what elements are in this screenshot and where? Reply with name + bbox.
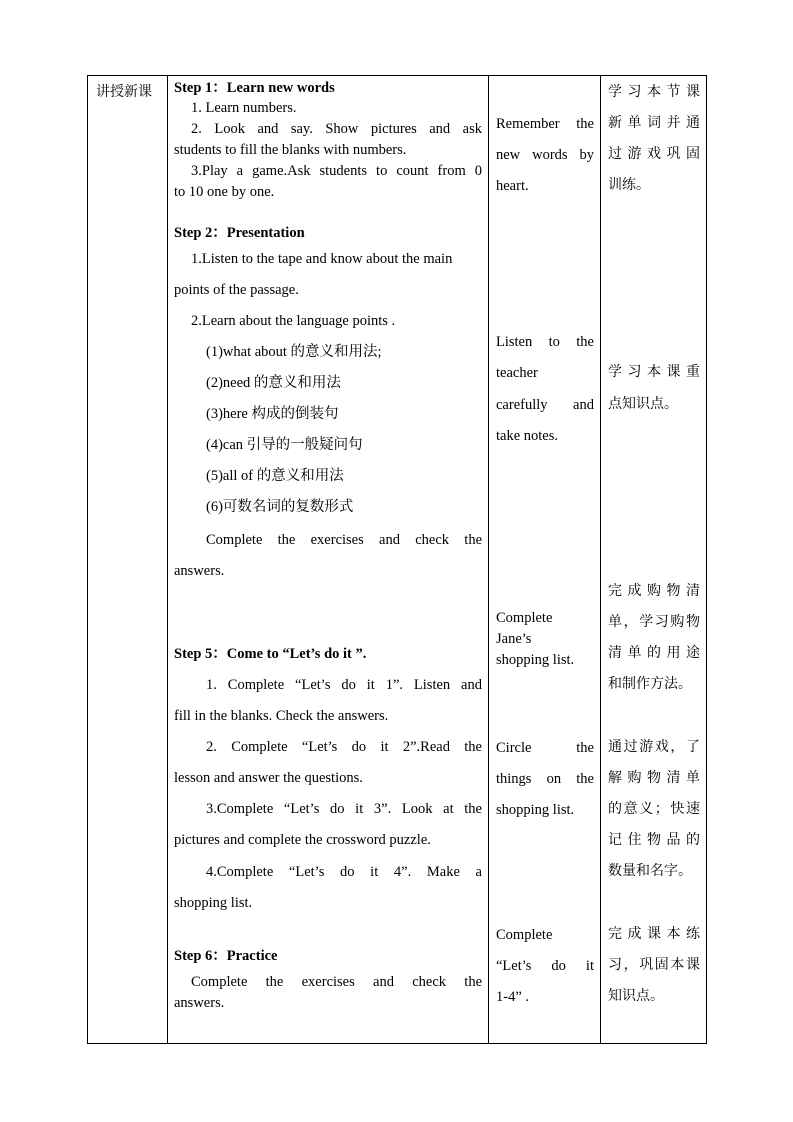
step2-line: answers.	[174, 563, 225, 579]
purpose-line: 过游戏巩固	[608, 146, 700, 162]
student-activity-line: Complete	[496, 610, 553, 626]
purpose-line: 的意义；快速	[608, 801, 700, 817]
language-point: (4)can 引导的一般疑问句	[206, 437, 363, 453]
student-activity-line: new words by	[496, 147, 594, 163]
student-activity-line: heart.	[496, 178, 529, 194]
section-label: 讲授新课	[96, 84, 152, 100]
step2-line: Complete the exercises and check the	[206, 532, 482, 548]
student-activity-line: 1-4” .	[496, 989, 530, 1005]
student-activity-line: Listen to the	[496, 334, 594, 350]
step2-line: 2.Learn about the language points .	[191, 313, 396, 329]
lesson-plan-table	[87, 75, 707, 1044]
language-point: (2)need 的意义和用法	[206, 375, 341, 391]
column-divider	[600, 76, 601, 1043]
purpose-line: 知识点。	[608, 988, 664, 1004]
step1-line: 1. Learn numbers.	[191, 100, 297, 116]
purpose-line: 新单词并通	[608, 115, 700, 131]
purpose-line: 通过游戏，了	[608, 739, 700, 755]
student-activity-line: shopping list.	[496, 802, 575, 818]
student-activity-line: “Let’s do it	[496, 958, 594, 974]
step6-line: answers.	[174, 995, 225, 1011]
step1-title: Step 1：Learn new words	[174, 80, 335, 96]
purpose-line: 点知识点。	[608, 396, 678, 412]
student-activity-line: teacher	[496, 365, 538, 381]
purpose-line: 完成课本练	[608, 926, 700, 942]
step5-line: 3.Complete “Let’s do it 3”. Look at the	[206, 801, 482, 817]
purpose-line: 学习本节课	[608, 84, 700, 100]
step2-title: Step 2：Presentation	[174, 225, 305, 241]
purpose-line: 记住物品的	[608, 832, 700, 848]
student-activity-line: shopping list.	[496, 652, 575, 668]
purpose-line: 习，巩固本课	[608, 957, 700, 973]
step5-line: 4.Complete “Let’s do it 4”. Make a	[206, 864, 482, 880]
step5-line: pictures and complete the crossword puzzle.	[174, 832, 431, 848]
student-activity-line: things on the	[496, 771, 594, 787]
step6-line: Complete the exercises and check the	[191, 974, 482, 990]
student-activity-line: Circle the	[496, 740, 594, 756]
step1-line: 2. Look and say. Show pictures and ask	[191, 121, 482, 137]
language-point: (6)可数名词的复数形式	[206, 499, 354, 515]
language-point: (3)here 构成的倒装句	[206, 406, 339, 422]
step1-line: to 10 one by one.	[174, 184, 275, 200]
purpose-line: 清单的用途	[608, 645, 700, 661]
purpose-line: 训练。	[608, 177, 650, 193]
column-divider	[167, 76, 168, 1043]
student-activity-line: Remember the	[496, 116, 594, 132]
language-point: (5)all of 的意义和用法	[206, 468, 344, 484]
step5-line: 2. Complete “Let’s do it 2”.Read the	[206, 739, 482, 755]
step5-line: shopping list.	[174, 895, 253, 911]
step1-line: 3.Play a game.Ask students to count from 0	[191, 163, 482, 179]
step5-line: 1. Complete “Let’s do it 1”. Listen and	[206, 677, 482, 693]
student-activity-line: carefully and	[496, 397, 594, 413]
purpose-line: 学习本课重	[608, 364, 700, 380]
student-activity-line: Complete	[496, 927, 553, 943]
step2-line: points of the passage.	[174, 282, 299, 298]
purpose-line: 数量和名字。	[608, 863, 692, 879]
student-activity-line: Jane’s	[496, 631, 532, 647]
step5-line: fill in the blanks. Check the answers.	[174, 708, 389, 724]
purpose-line: 和制作方法。	[608, 676, 692, 692]
purpose-line: 解购物清单	[608, 770, 700, 786]
step2-line: 1.Listen to the tape and know about the main	[191, 251, 453, 267]
step5-line: lesson and answer the questions.	[174, 770, 363, 786]
column-divider	[488, 76, 489, 1043]
step6-title: Step 6：Practice	[174, 948, 278, 964]
language-point: (1)what about 的意义和用法;	[206, 344, 382, 360]
step1-line: students to fill the blanks with numbers.	[174, 142, 407, 158]
step5-title: Step 5：Come to “Let’s do it ”.	[174, 646, 367, 662]
purpose-line: 单，学习购物	[608, 614, 700, 630]
purpose-line: 完成购物清	[608, 583, 700, 599]
student-activity-line: take notes.	[496, 428, 559, 444]
